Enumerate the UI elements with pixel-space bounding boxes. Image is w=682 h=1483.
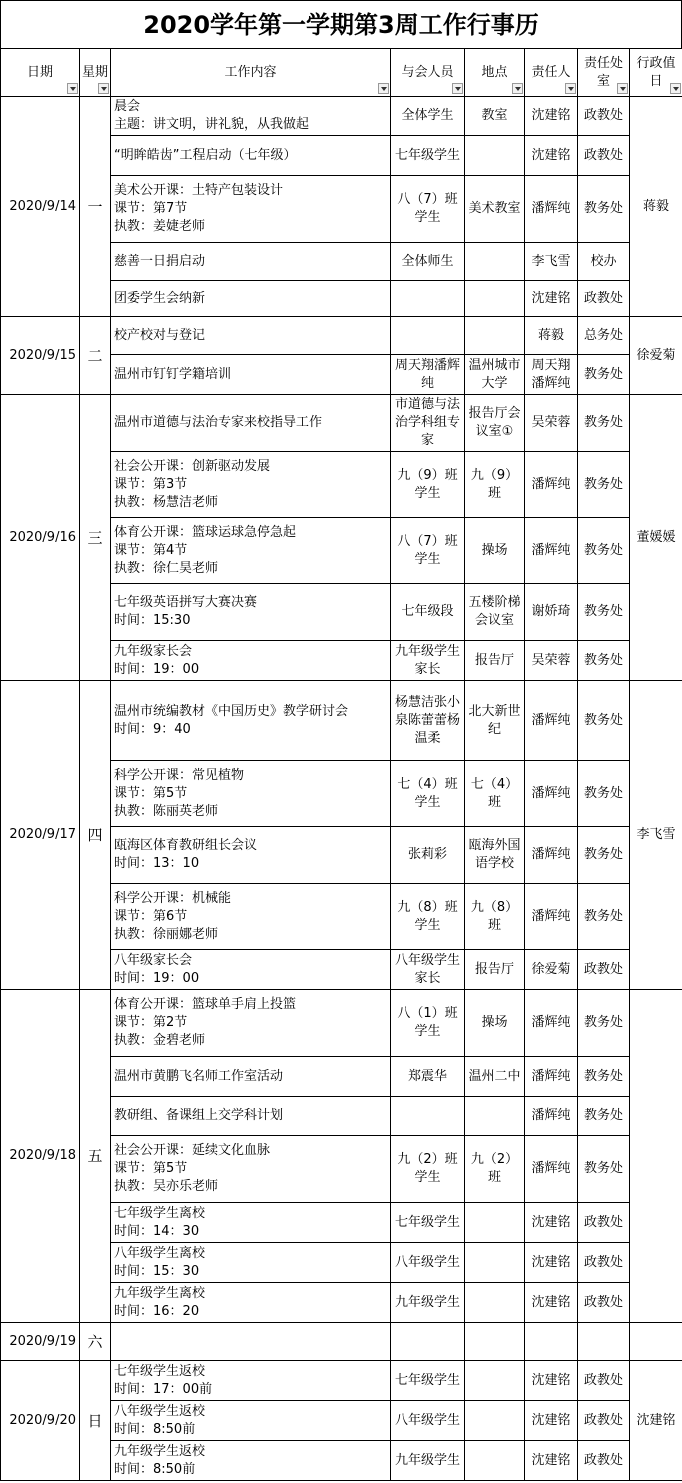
content-cell (111, 641, 391, 681)
place-cell: 九（8）班 (465, 884, 525, 950)
office-cell: 教务处 (578, 1057, 630, 1097)
content-line: 八年级家长会 (114, 952, 193, 968)
place-cell: 瓯海外国语学校 (465, 827, 525, 884)
content-cell (111, 518, 391, 584)
office-cell: 政教处 (578, 1361, 630, 1401)
person-cell: 沈建铭 (525, 1401, 578, 1441)
duty-cell (630, 1323, 682, 1361)
place-cell (465, 1361, 525, 1401)
content-line: 课节：第3节 (114, 476, 188, 492)
place-cell: 九（2）班 (465, 1136, 525, 1203)
attendees-cell: 九年级学生 (391, 1283, 465, 1323)
filter-dropdown-icon[interactable] (67, 83, 78, 94)
duty-cell: 徐爱菊 (630, 317, 682, 395)
office-cell: 教务处 (578, 176, 630, 243)
content-line: 时间：16：20 (114, 1303, 200, 1319)
content-cell (111, 1441, 391, 1481)
office-cell: 教务处 (578, 518, 630, 584)
person-cell: 沈建铭 (525, 281, 578, 317)
content-line: 社会公开课：延续文化血脉 (114, 1143, 271, 1158)
content-line: 晨会 (114, 99, 141, 114)
filter-dropdown-icon[interactable] (98, 83, 109, 94)
attendees-cell: 八年级学生 (391, 1243, 465, 1283)
content-line: 体育公开课：篮球运球急停急起 (114, 524, 297, 540)
place-cell: 教室 (465, 97, 525, 136)
office-cell: 教务处 (578, 641, 630, 681)
filter-dropdown-icon[interactable] (512, 83, 523, 94)
office-cell: 政教处 (578, 136, 630, 176)
content-line: 时间：8:50前 (114, 1461, 196, 1477)
place-cell (465, 243, 525, 281)
filter-dropdown-icon[interactable] (670, 83, 681, 94)
person-cell: 潘辉纯 (525, 518, 578, 584)
content-line: 课节：第5节 (114, 785, 188, 801)
attendees-cell: 周天翔潘辉纯 (391, 355, 465, 395)
attendees-cell (391, 281, 465, 317)
content-line: 执教：吴亦乐老师 (114, 1179, 219, 1194)
person-cell: 徐爱菊 (525, 950, 578, 990)
table-row (1, 1361, 682, 1401)
content-line: 九年级家长会 (114, 643, 193, 659)
office-cell: 教务处 (578, 1097, 630, 1136)
person-cell: 潘辉纯 (525, 884, 578, 950)
attendees-cell: 市道德与法治学科组专家 (391, 395, 465, 452)
duty-cell: 李飞雪 (630, 681, 682, 990)
person-cell: 沈建铭 (525, 1283, 578, 1323)
office-cell: 政教处 (578, 97, 630, 136)
place-cell (465, 281, 525, 317)
content-cell (111, 584, 391, 641)
attendees-cell (391, 1323, 465, 1361)
attendees-cell: 八年级学生 (391, 1401, 465, 1441)
attendees-cell: 杨慧洁张小泉陈蕾蕾杨温柔 (391, 681, 465, 761)
content-line: 主题：讲文明，讲礼貌，从我做起 (114, 117, 310, 132)
place-cell (465, 1243, 525, 1283)
weekday-cell: 一 (80, 97, 111, 317)
place-cell (465, 1203, 525, 1243)
person-cell: 潘辉纯 (525, 1136, 578, 1203)
person-cell: 沈建铭 (525, 136, 578, 176)
office-cell: 总务处 (578, 317, 630, 355)
content-line: 课节：第5节 (114, 1161, 188, 1176)
place-cell (465, 1401, 525, 1441)
office-cell: 政教处 (578, 1243, 630, 1283)
person-cell: 潘辉纯 (525, 761, 578, 827)
place-cell: 报告厅 (465, 641, 525, 681)
person-cell: 沈建铭 (525, 97, 578, 136)
page-title: 2020学年第一学期第3周工作行事历 (0, 0, 682, 48)
place-cell (465, 1283, 525, 1323)
attendees-cell: 七（4）班学生 (391, 761, 465, 827)
office-cell: 教务处 (578, 452, 630, 518)
content-line: 教研组、备课组上交学科计划 (114, 1108, 284, 1123)
content-cell (111, 681, 391, 761)
content-line: 时间：14：30 (114, 1223, 200, 1239)
schedule-table (0, 48, 682, 1481)
table-row (1, 681, 682, 761)
date-cell: 2020/9/18 (1, 990, 80, 1323)
content-line: 时间：19：00 (114, 661, 200, 677)
person-cell: 潘辉纯 (525, 827, 578, 884)
content-cell (111, 950, 391, 990)
place-cell: 九（9）班 (465, 452, 525, 518)
weekday-cell: 五 (80, 990, 111, 1323)
person-cell: 潘辉纯 (525, 990, 578, 1057)
content-line: 七年级学生返校 (114, 1363, 206, 1379)
content-line: 课节：第2节 (114, 1015, 188, 1030)
attendees-cell (391, 317, 465, 355)
duty-cell: 蒋毅 (630, 97, 682, 317)
content-line: 执教：徐仁昊老师 (114, 560, 219, 576)
attendees-cell: 八（7）班学生 (391, 518, 465, 584)
place-cell: 北大新世纪 (465, 681, 525, 761)
office-cell: 教务处 (578, 761, 630, 827)
date-cell: 2020/9/17 (1, 681, 80, 990)
content-cell (111, 395, 391, 452)
table-row (1, 395, 682, 452)
attendees-cell: 八（7）班学生 (391, 176, 465, 243)
office-cell: 教务处 (578, 584, 630, 641)
content-line: 九年级学生离校 (114, 1285, 206, 1301)
content-line: 科学公开课：机械能 (114, 890, 232, 906)
weekday-cell: 六 (80, 1323, 111, 1361)
duty-cell: 沈建铭 (630, 1361, 682, 1481)
header-date: 日期 (1, 49, 80, 97)
content-cell (111, 176, 391, 243)
content-cell (111, 990, 391, 1057)
content-cell (111, 317, 391, 355)
content-line: 时间：13：10 (114, 856, 200, 871)
place-cell: 报告厅 (465, 950, 525, 990)
content-cell (111, 1323, 391, 1361)
attendees-cell: 八年级学生家长 (391, 950, 465, 990)
content-line: 温州市钉钉学籍培训 (114, 366, 232, 382)
table-row (1, 990, 682, 1057)
date-cell: 2020/9/19 (1, 1323, 80, 1361)
weekday-cell: 日 (80, 1361, 111, 1481)
person-cell: 沈建铭 (525, 1361, 578, 1401)
content-line: 瓯海区体育教研组长会议 (114, 838, 258, 853)
office-cell: 政教处 (578, 1283, 630, 1323)
content-line: 体育公开课：篮球单手肩上投篮 (114, 997, 297, 1012)
attendees-cell: 七年级段 (391, 584, 465, 641)
place-cell: 操场 (465, 990, 525, 1057)
content-line: 温州市统编教材《中国历史》教学研讨会 (114, 703, 349, 719)
person-cell: 潘辉纯 (525, 1057, 578, 1097)
attendees-cell: 九（8）班学生 (391, 884, 465, 950)
duty-cell (630, 990, 682, 1323)
attendees-cell: 九（2）班学生 (391, 1136, 465, 1203)
content-line: 时间：9：40 (114, 721, 191, 737)
office-cell: 政教处 (578, 950, 630, 990)
filter-dropdown-icon[interactable] (452, 83, 463, 94)
table-row (1, 97, 682, 136)
person-cell: 吴荣蓉 (525, 641, 578, 681)
content-line: 慈善一日捐启动 (114, 253, 206, 269)
attendees-cell: 七年级学生 (391, 136, 465, 176)
content-line: 科学公开课：常见植物 (114, 767, 245, 783)
date-cell: 2020/9/15 (1, 317, 80, 395)
person-cell: 沈建铭 (525, 1243, 578, 1283)
person-cell: 潘辉纯 (525, 452, 578, 518)
office-cell: 政教处 (578, 281, 630, 317)
office-cell: 教务处 (578, 355, 630, 395)
content-line: 九年级学生返校 (114, 1443, 206, 1459)
header-person: 责任人 (525, 49, 578, 97)
content-cell (111, 355, 391, 395)
filter-dropdown-icon[interactable] (378, 83, 389, 94)
office-cell (578, 1323, 630, 1361)
content-line: 美术公开课：土特产包装设计 (114, 183, 284, 198)
person-cell: 沈建铭 (525, 1441, 578, 1481)
content-line: 团委学生会纳新 (114, 290, 206, 306)
content-line: 时间：8:50前 (114, 1421, 196, 1437)
content-cell (111, 1243, 391, 1283)
attendees-cell: 七年级学生 (391, 1361, 465, 1401)
office-cell: 教务处 (578, 395, 630, 452)
place-cell: 五楼阶梯会议室 (465, 584, 525, 641)
content-line: 时间：15:30 (114, 613, 191, 628)
content-line: 七年级英语拼写大赛决赛 (114, 595, 258, 610)
attendees-cell: 全体师生 (391, 243, 465, 281)
duty-cell: 董媛媛 (630, 395, 682, 681)
office-cell: 政教处 (578, 1401, 630, 1441)
attendees-cell: 七年级学生 (391, 1203, 465, 1243)
content-line: 课节：第4节 (114, 542, 188, 558)
place-cell (465, 1441, 525, 1481)
office-cell: 政教处 (578, 1203, 630, 1243)
table-row (1, 317, 682, 355)
content-cell (111, 1097, 391, 1136)
attendees-cell: 八（1）班学生 (391, 990, 465, 1057)
content-cell (111, 1057, 391, 1097)
content-line: 课节：第7节 (114, 201, 188, 216)
content-cell (111, 97, 391, 136)
attendees-cell: 张莉彩 (391, 827, 465, 884)
place-cell: 温州城市大学 (465, 355, 525, 395)
content-line: “明眸皓齿”工程启动（七年级） (114, 147, 297, 163)
person-cell: 李飞雪 (525, 243, 578, 281)
weekday-cell: 二 (80, 317, 111, 395)
content-line: 执教：金碧老师 (114, 1033, 206, 1048)
date-cell: 2020/9/20 (1, 1361, 80, 1481)
attendees-cell (391, 1097, 465, 1136)
content-cell (111, 1203, 391, 1243)
filter-dropdown-icon[interactable] (617, 83, 628, 94)
header-duty: 行政值日 (630, 49, 682, 97)
place-cell: 七（4）班 (465, 761, 525, 827)
content-line: 八年级学生返校 (114, 1403, 206, 1419)
place-cell (465, 136, 525, 176)
content-line: 课节：第6节 (114, 908, 188, 924)
content-cell (111, 884, 391, 950)
person-cell: 蒋毅 (525, 317, 578, 355)
person-cell: 谢娇琦 (525, 584, 578, 641)
content-cell (111, 827, 391, 884)
attendees-cell: 九（9）班学生 (391, 452, 465, 518)
place-cell: 操场 (465, 518, 525, 584)
person-cell: 潘辉纯 (525, 681, 578, 761)
office-cell: 政教处 (578, 1441, 630, 1481)
date-cell: 2020/9/16 (1, 395, 80, 681)
place-cell (465, 317, 525, 355)
content-line: 时间：17：00前 (114, 1381, 213, 1397)
office-cell: 教务处 (578, 827, 630, 884)
header-attendees: 与会人员 (391, 49, 465, 97)
header-place: 地点 (465, 49, 525, 97)
content-line: 八年级学生离校 (114, 1245, 206, 1261)
content-cell (111, 281, 391, 317)
place-cell (465, 1323, 525, 1361)
content-line: 执教：徐丽娜老师 (114, 926, 219, 942)
content-cell (111, 1401, 391, 1441)
person-cell: 沈建铭 (525, 1203, 578, 1243)
office-cell: 教务处 (578, 1136, 630, 1203)
content-cell (111, 1136, 391, 1203)
weekday-cell: 三 (80, 395, 111, 681)
person-cell: 潘辉纯 (525, 176, 578, 243)
content-line: 时间：15：30 (114, 1263, 200, 1279)
content-cell (111, 1283, 391, 1323)
attendees-cell: 全体学生 (391, 97, 465, 136)
header-row (1, 49, 682, 97)
content-cell (111, 136, 391, 176)
office-cell: 校办 (578, 243, 630, 281)
attendees-cell: 九年级学生 (391, 1441, 465, 1481)
attendees-cell: 郑震华 (391, 1057, 465, 1097)
filter-dropdown-icon[interactable] (565, 83, 576, 94)
office-cell: 教务处 (578, 884, 630, 950)
place-cell: 报告厅会议室① (465, 395, 525, 452)
content-cell (111, 761, 391, 827)
person-cell: 周天翔潘辉纯 (525, 355, 578, 395)
header-weekday: 星期 (80, 49, 111, 97)
content-line: 温州市道德与法治专家来校指导工作 (114, 415, 323, 430)
weekday-cell: 四 (80, 681, 111, 990)
person-cell (525, 1323, 578, 1361)
content-line: 执教：姜婕老师 (114, 219, 206, 234)
attendees-cell: 九年级学生家长 (391, 641, 465, 681)
place-cell (465, 1097, 525, 1136)
content-line: 校产校对与登记 (114, 327, 206, 343)
office-cell: 教务处 (578, 681, 630, 761)
content-cell (111, 1361, 391, 1401)
content-line: 社会公开课：创新驱动发展 (114, 458, 271, 474)
header-content: 工作内容 (111, 49, 391, 97)
table-row (1, 1323, 682, 1361)
content-cell (111, 452, 391, 518)
content-line: 七年级学生离校 (114, 1205, 206, 1221)
office-cell: 教务处 (578, 990, 630, 1057)
person-cell: 潘辉纯 (525, 1097, 578, 1136)
date-cell: 2020/9/14 (1, 97, 80, 317)
content-line: 温州市黄鹏飞名师工作室活动 (114, 1068, 284, 1084)
header-office: 责任处室 (578, 49, 630, 97)
content-line: 执教：陈丽英老师 (114, 803, 219, 819)
place-cell: 美术教室 (465, 176, 525, 243)
place-cell: 温州二中 (465, 1057, 525, 1097)
content-cell (111, 243, 391, 281)
content-line: 时间：19：00 (114, 970, 200, 986)
person-cell: 吴荣蓉 (525, 395, 578, 452)
content-line: 执教：杨慧洁老师 (114, 494, 219, 510)
